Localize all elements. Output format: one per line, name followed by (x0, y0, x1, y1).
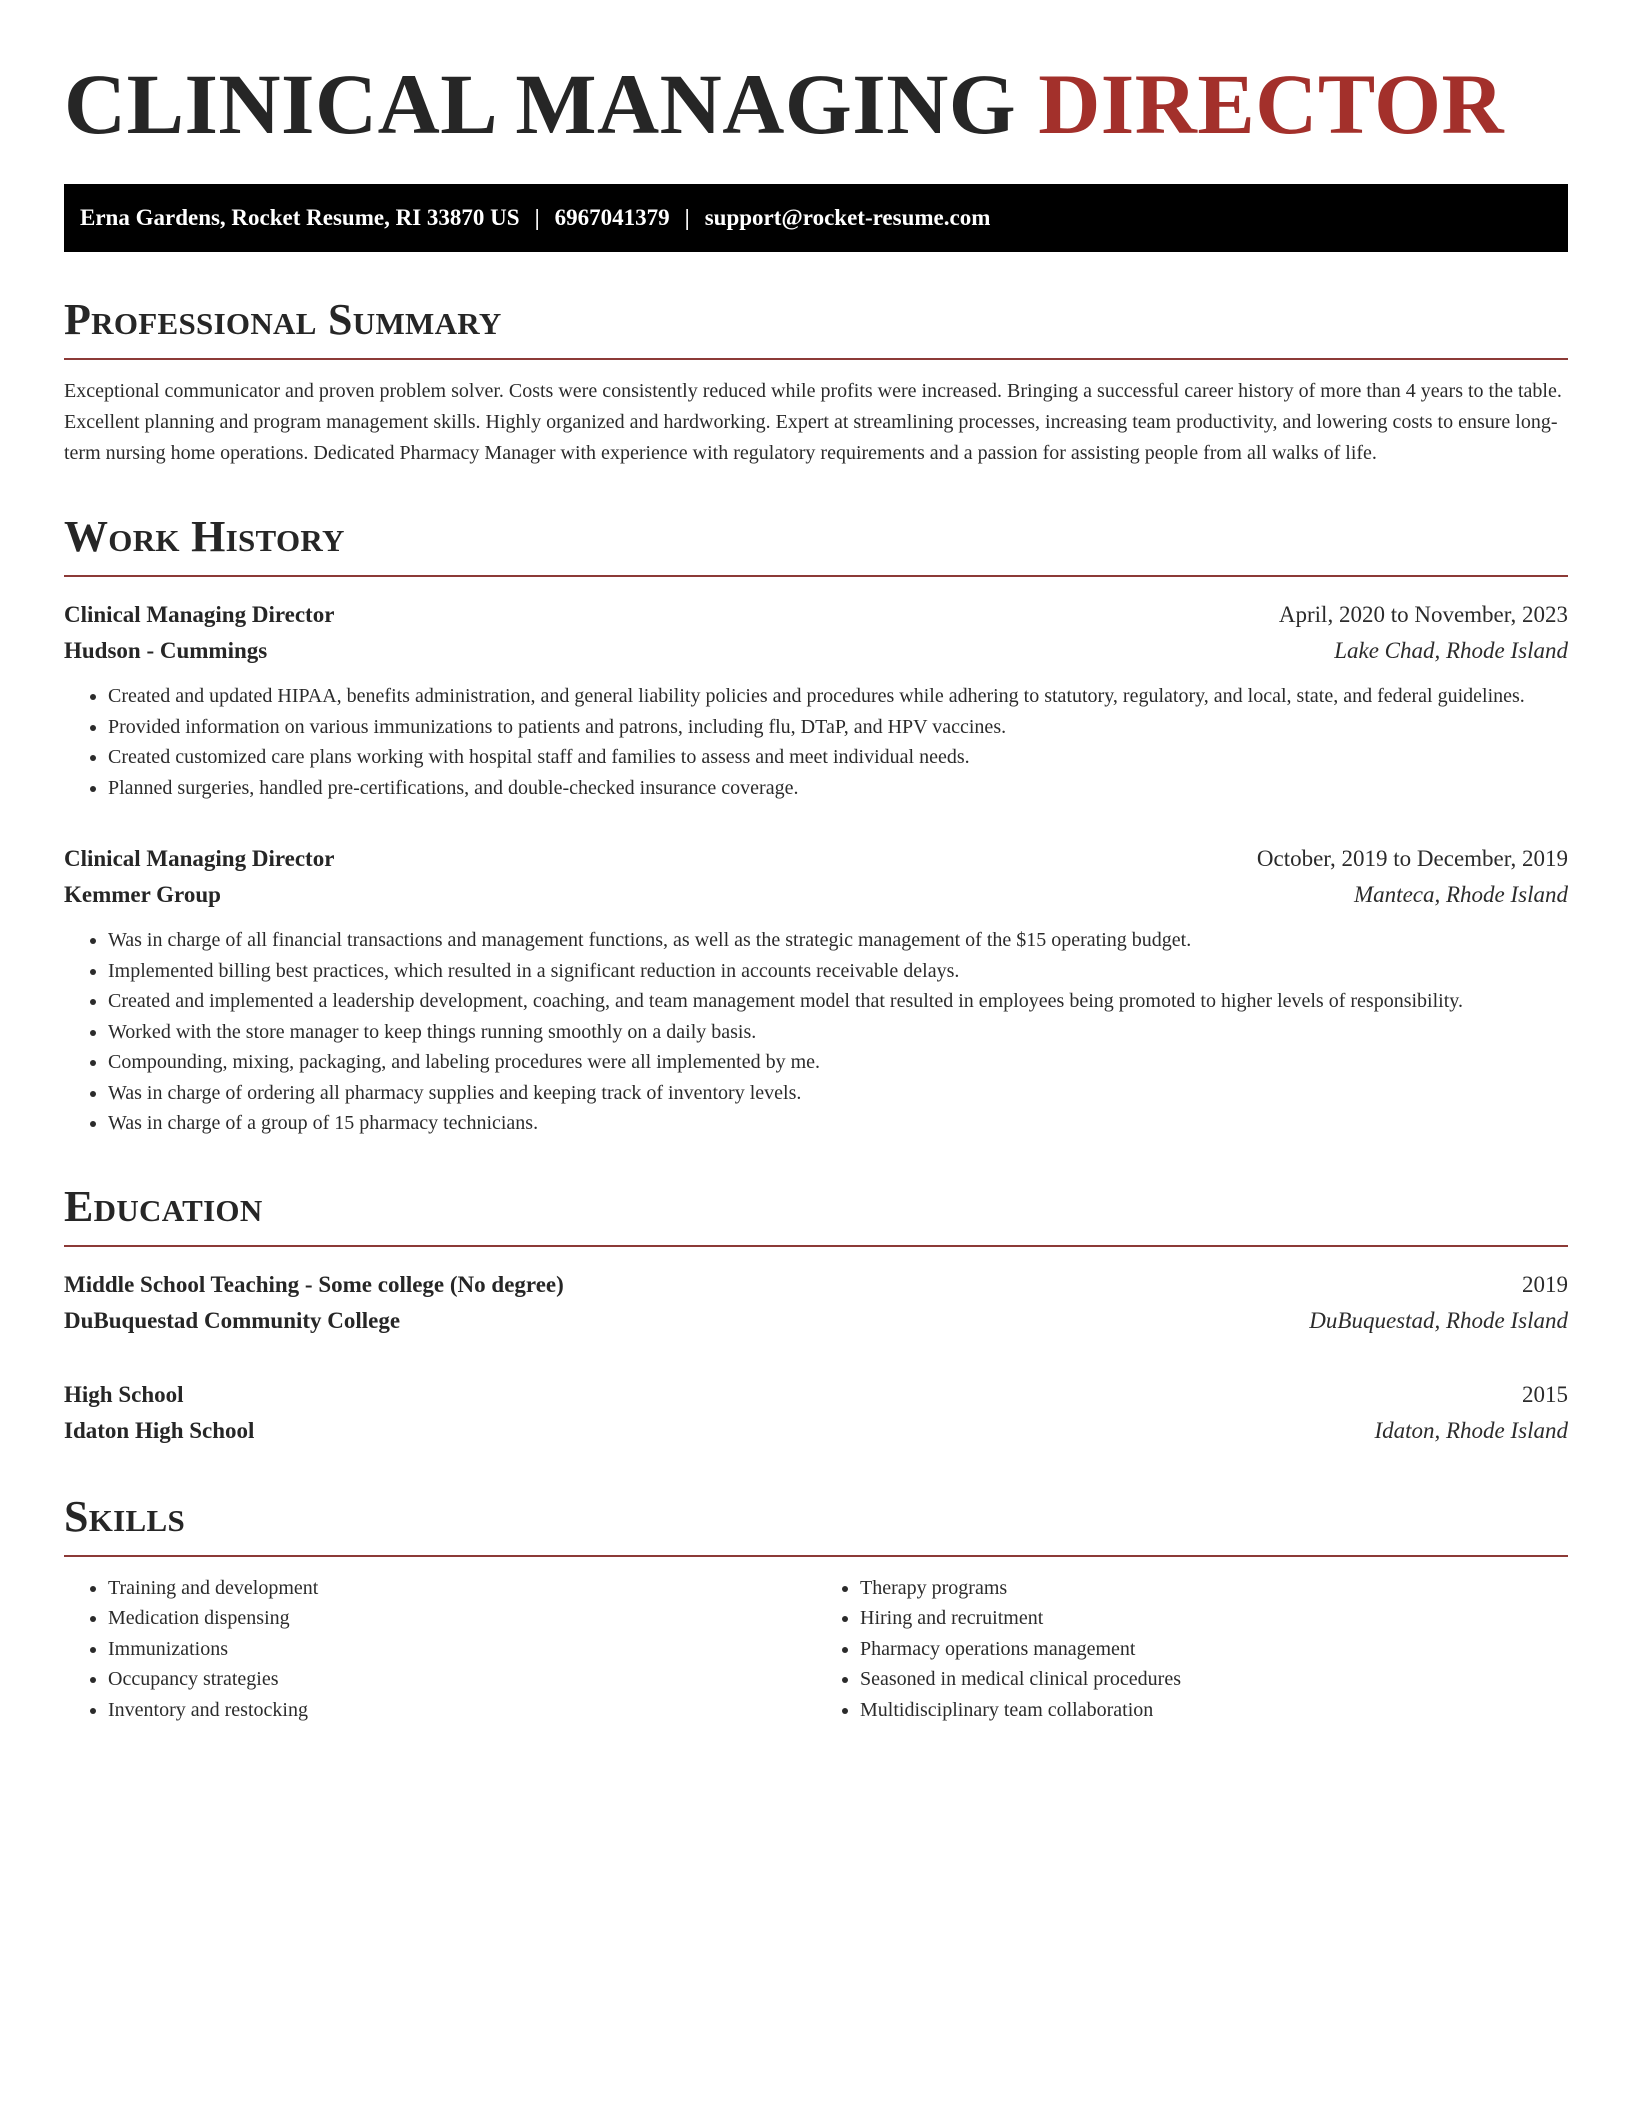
job-dates: October, 2019 to December, 2019 (1256, 846, 1568, 871)
job-company: Hudson - Cummings (64, 638, 268, 663)
list-item: • Worked with the store manager to keep things running smoothly on a daily basis. (108, 1017, 1568, 1048)
list-item: • Created and updated HIPAA, benefits administration, and general liability policies and procedures while adhering to statutory, regulatory, and local, state, and federal guidelines. (108, 681, 1568, 712)
list-item: • Created customized care plans working with hospital staff and families to assess and meet individual needs. (108, 742, 1568, 773)
section-divider (64, 1555, 1568, 1557)
skill-item: • Pharmacy operations management (860, 1634, 1568, 1665)
section-divider (64, 575, 1568, 577)
section-heading: Professional Summary (64, 295, 502, 344)
title-main: CLINICAL MANAGING (64, 56, 1039, 152)
school-location: Idaton, Rhode Island (1374, 1417, 1568, 1443)
skill-item: • Inventory and restocking (108, 1695, 816, 1726)
education-entry (64, 1377, 1568, 1449)
job-bullets (64, 925, 1568, 1139)
job-entry (64, 597, 1568, 803)
education-entry (64, 1267, 1568, 1339)
list-item: • Provided information on various immunizations to patients and patrons, including flu, DTaP, and HPV vaccines. (108, 712, 1568, 743)
graduation-year: 2015 (1522, 1381, 1568, 1407)
education-section (64, 1183, 1568, 1449)
skills-section (64, 1493, 1568, 1726)
job-location: Lake Chad, Rhode Island (1334, 638, 1568, 663)
skill-item: • Occupancy strategies (108, 1664, 816, 1695)
contact-address: Erna Gardens, Rocket Resume, RI 33870 US (80, 205, 520, 230)
skill-item: • Seasoned in medical clinical procedures (860, 1664, 1568, 1695)
contact-separator: | (534, 205, 540, 230)
contact-email: support@rocket-resume.com (704, 205, 991, 230)
skills-columns (64, 1573, 1568, 1726)
job-bullets (64, 681, 1568, 803)
skill-item: • Multidisciplinary team collaboration (860, 1695, 1568, 1726)
job-title: Clinical Managing Director (64, 602, 335, 627)
list-item: • Implemented billing best practices, which resulted in a significant reduction in accounts receivable delays. (108, 956, 1568, 987)
job-company: Kemmer Group (64, 882, 221, 907)
section-divider (64, 358, 1568, 360)
title-accent: DIRECTOR (1038, 56, 1505, 152)
degree: Middle School Teaching - Some college (No degree) (64, 1271, 564, 1297)
school-name: DuBuquestad Community College (64, 1307, 401, 1333)
skill-item: • Immunizations (108, 1634, 816, 1665)
list-item: • Planned surgeries, handled pre-certifications, and double-checked insurance coverage. (108, 773, 1568, 804)
section-heading: Education (64, 1181, 263, 1231)
resume-title (64, 56, 1568, 152)
list-item: • Was in charge of ordering all pharmacy supplies and keeping track of inventory levels. (108, 1078, 1568, 1109)
job-dates: April, 2020 to November, 2023 (1278, 602, 1568, 627)
contact-phone: 6967041379 (554, 205, 670, 230)
degree: High School (64, 1381, 184, 1407)
work-history-section (64, 513, 1568, 1139)
list-item: • Compounding, mixing, packaging, and labeling procedures were all implemented by me. (108, 1047, 1568, 1078)
section-heading: Work History (64, 512, 345, 561)
job-title: Clinical Managing Director (64, 846, 335, 871)
graduation-year: 2019 (1522, 1271, 1568, 1297)
contact-bar (64, 184, 1568, 252)
list-item: • Created and implemented a leadership development, coaching, and team management model that resulted in employees being promoted to higher levels of responsibility. (108, 986, 1568, 1017)
skill-item: • Medication dispensing (108, 1603, 816, 1634)
list-item: • Was in charge of all financial transactions and management functions, as well as the strategic management of the $15 operating budget. (108, 925, 1568, 956)
job-location: Manteca, Rhode Island (1354, 882, 1568, 907)
school-name: Idaton High School (64, 1417, 255, 1443)
section-heading: Skills (64, 1491, 186, 1541)
section-divider (64, 1245, 1568, 1247)
skill-item: • Therapy programs (860, 1573, 1568, 1604)
skills-list-right (816, 1573, 1568, 1726)
summary-section (64, 296, 1568, 469)
job-entry (64, 841, 1568, 1139)
summary-text: Exceptional communicator and proven problem solver. Costs were consistently reduced while profits were increased. Bringing a successful career history of more than 4 years to the table. Excellent planning and program management skills. Highly organized and hardworking. Expert at streamlining processes, increasing team productivity, and lowering costs to ensure long-term nursing home operations. Dedicated Pharmacy Manager with experience with regulatory requirements and a passion for assisting people from all walks of life. (64, 380, 1562, 464)
skill-item: • Training and development (108, 1573, 816, 1604)
skills-list-left (64, 1573, 816, 1726)
list-item: • Was in charge of a group of 15 pharmacy technicians. (108, 1108, 1568, 1139)
contact-separator: | (684, 205, 690, 230)
school-location: DuBuquestad, Rhode Island (1309, 1307, 1568, 1333)
skill-item: • Hiring and recruitment (860, 1603, 1568, 1634)
